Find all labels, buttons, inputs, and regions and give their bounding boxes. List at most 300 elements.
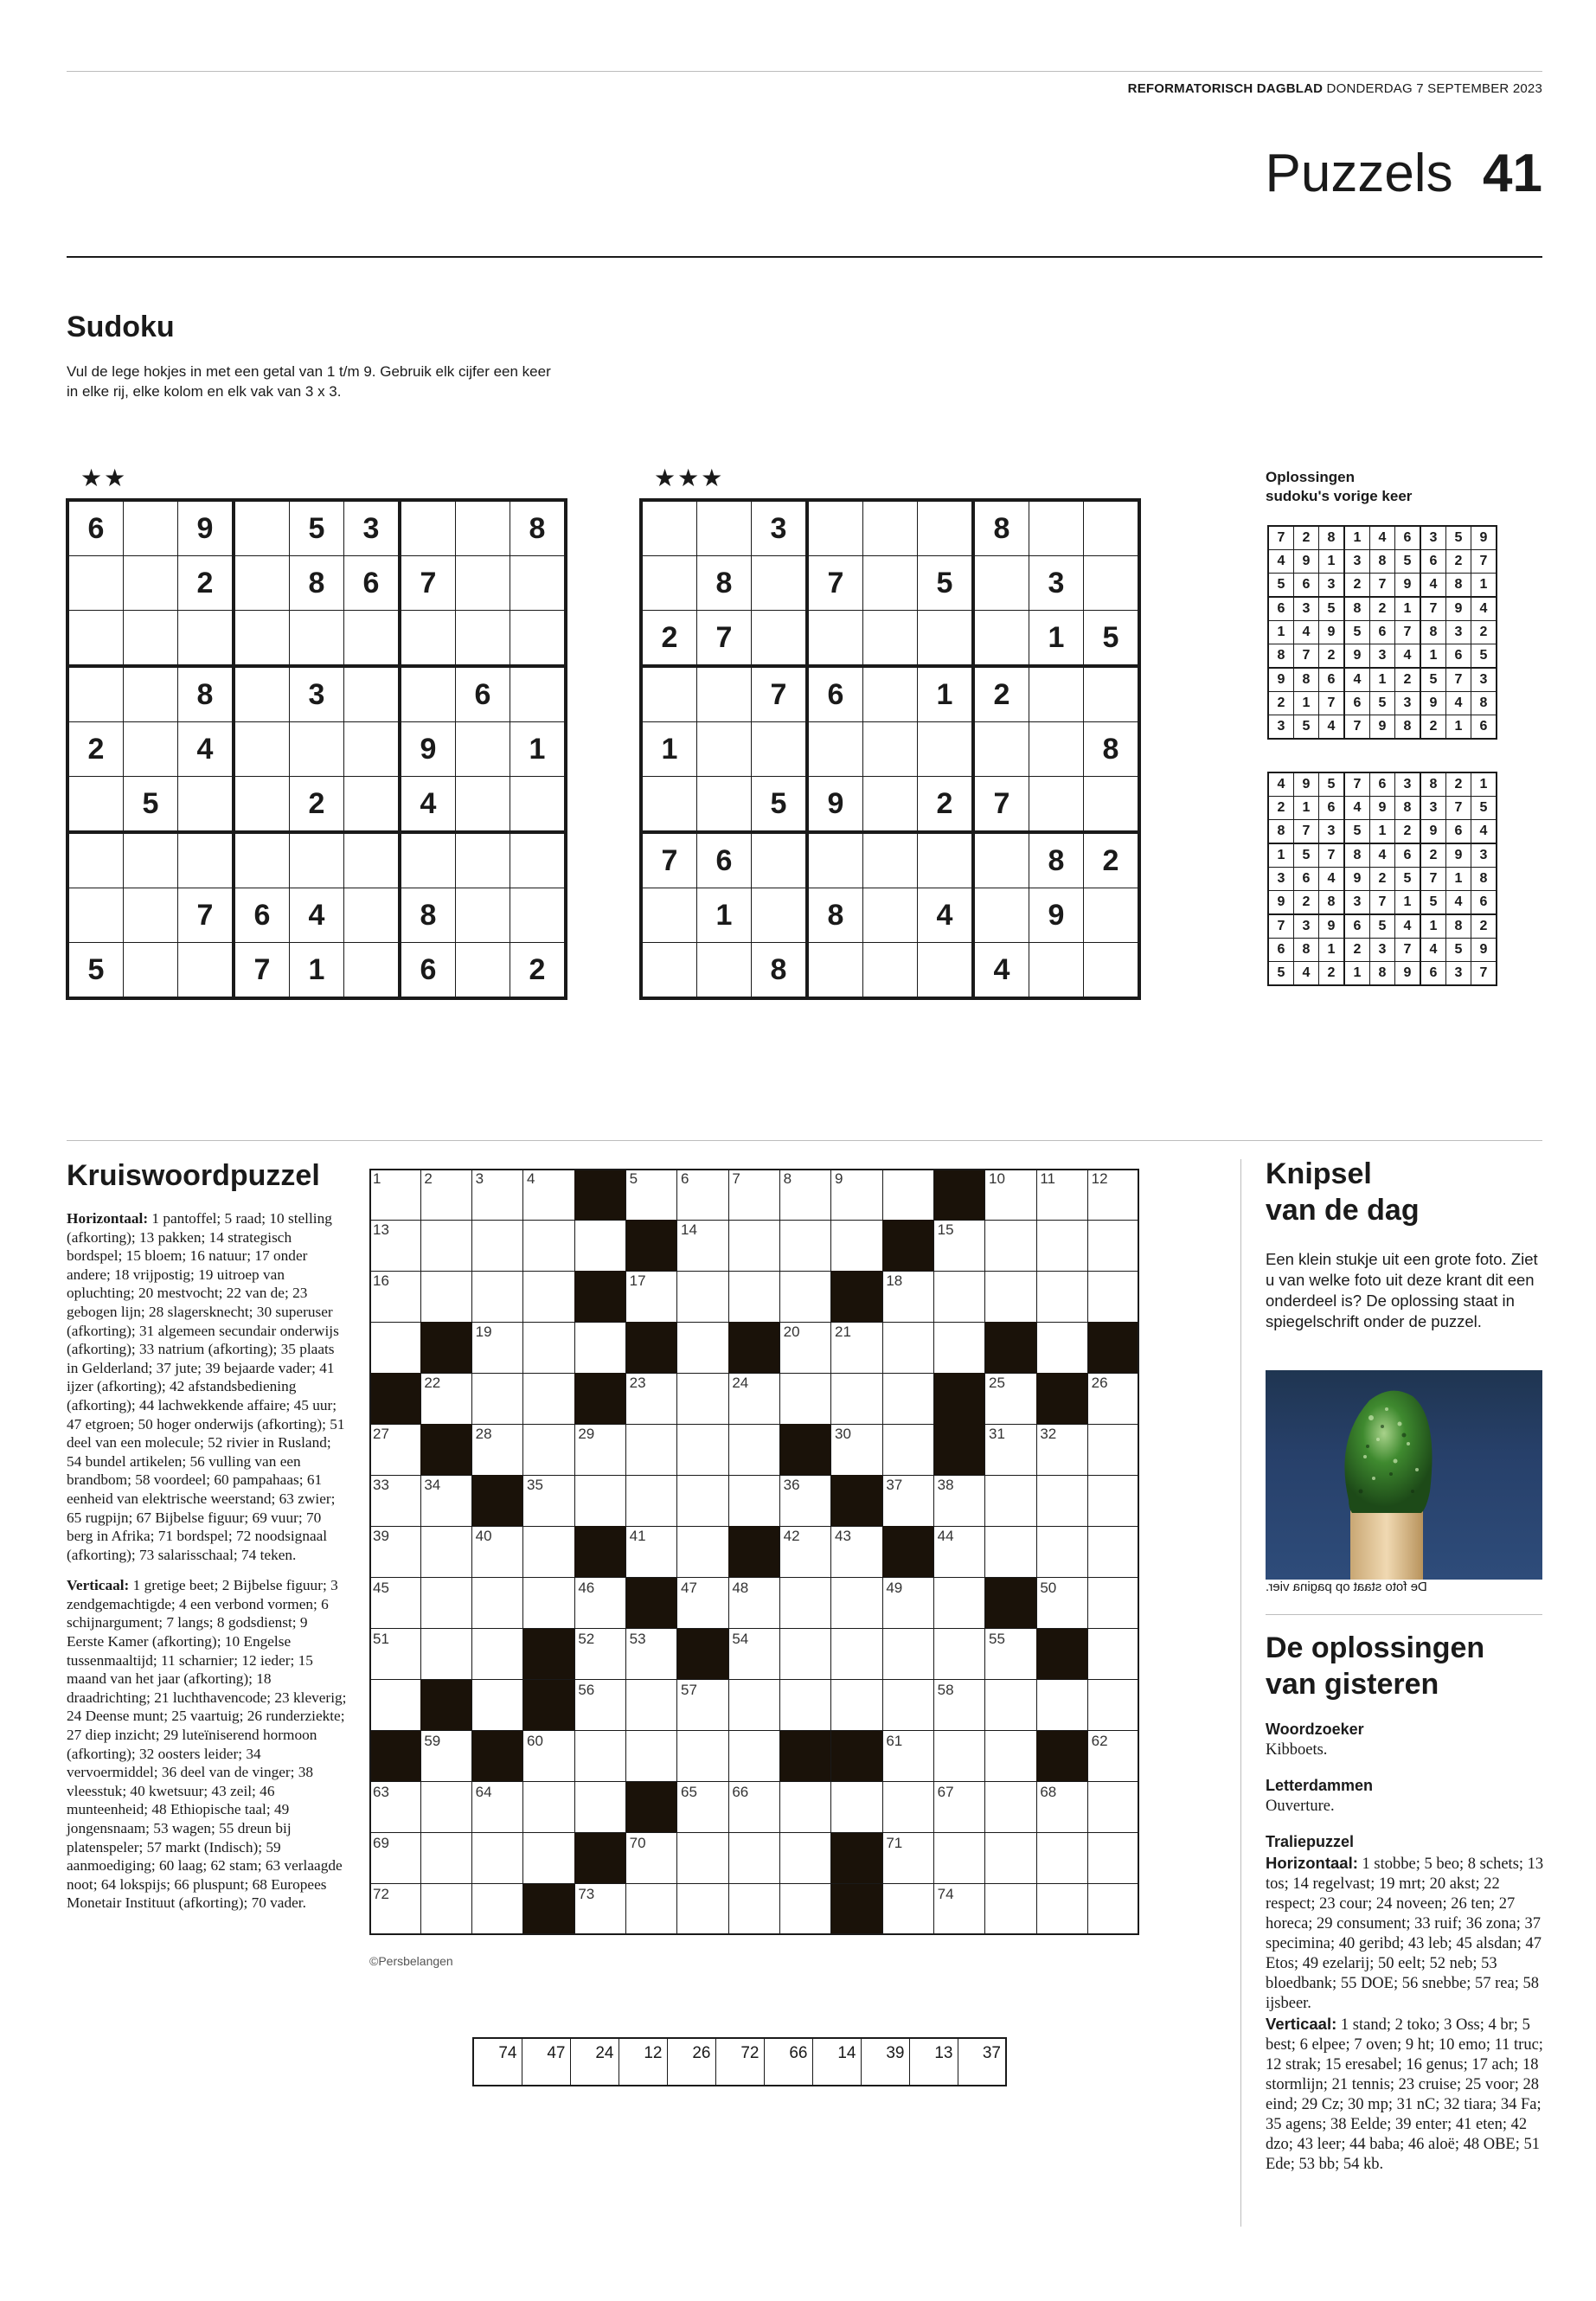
sudoku-cell [124, 722, 178, 777]
crossword-cell[interactable] [728, 1373, 780, 1425]
crossword-cell[interactable] [1036, 1220, 1088, 1272]
crossword-cell[interactable] [472, 1578, 524, 1630]
sudoku-cell [124, 832, 178, 888]
solution-cell: 6 [1446, 644, 1471, 669]
crossword-cell[interactable] [831, 1169, 883, 1221]
crossword-cell[interactable] [677, 1169, 729, 1221]
sudoku-cell [124, 611, 178, 667]
crossword-clue-number: 44 [937, 1528, 954, 1545]
crossword-cell[interactable] [472, 1271, 524, 1323]
crossword-cell[interactable] [574, 1475, 626, 1527]
crossword-cell[interactable] [677, 1833, 729, 1885]
crossword-black-cell [574, 1271, 626, 1323]
crossword-cell[interactable] [626, 1833, 678, 1885]
sudoku-cell [641, 556, 697, 611]
answer-cell[interactable]: 72 [715, 2038, 764, 2086]
sudoku-cell [1029, 666, 1084, 722]
answer-cell[interactable]: 37 [958, 2038, 1006, 2086]
crossword-cell[interactable] [780, 1578, 832, 1630]
crossword-black-cell [420, 1322, 472, 1374]
crossword-black-cell [523, 1884, 575, 1936]
crossword-cell[interactable] [1088, 1220, 1140, 1272]
crossword-cell[interactable] [626, 1680, 678, 1732]
crossword-cell[interactable] [985, 1475, 1037, 1527]
crossword-cell[interactable] [1088, 1373, 1140, 1425]
solution-cell: 9 [1294, 772, 1319, 797]
crossword-cell[interactable] [1088, 1731, 1140, 1783]
crossword-cell[interactable] [1036, 1526, 1088, 1578]
crossword-cell[interactable] [780, 1680, 832, 1732]
crossword-cell[interactable] [523, 1731, 575, 1783]
sudoku-grid-1 [66, 498, 567, 1000]
crossword-cell[interactable] [626, 1526, 678, 1578]
solution-cell: 9 [1268, 668, 1294, 692]
crossword-cell[interactable] [523, 1271, 575, 1323]
answer-cell[interactable]: 74 [473, 2038, 522, 2086]
crossword-cell[interactable] [882, 1424, 934, 1476]
crossword-clue-number: 24 [732, 1375, 749, 1392]
crossword-cell[interactable] [626, 1629, 678, 1681]
crossword-clue-number: 15 [937, 1221, 954, 1239]
crossword-cell[interactable] [420, 1782, 472, 1834]
crossword-cell[interactable] [1036, 1475, 1088, 1527]
sudoku-cell-row [67, 556, 566, 611]
sudoku-cell-row [641, 888, 1139, 943]
crossword-cell[interactable] [780, 1526, 832, 1578]
crossword-cell[interactable] [574, 1578, 626, 1630]
crossword-cell[interactable] [1036, 1169, 1088, 1221]
crossword-cell[interactable] [369, 1424, 421, 1476]
crossword-cell[interactable] [1088, 1578, 1140, 1630]
crossword-cell[interactable] [882, 1884, 934, 1936]
crossword-black-cell [728, 1322, 780, 1374]
crossword-cell[interactable] [1036, 1833, 1088, 1885]
crossword-cell[interactable] [985, 1884, 1037, 1936]
crossword-cell[interactable] [677, 1782, 729, 1834]
sudoku-cell: 6 [697, 832, 752, 888]
crossword-cell[interactable] [831, 1782, 883, 1834]
crossword-cell[interactable] [369, 1629, 421, 1681]
crossword-cell[interactable] [728, 1629, 780, 1681]
crossword-cell[interactable] [626, 1373, 678, 1425]
crossword-cell[interactable] [574, 1680, 626, 1732]
crossword-cell[interactable] [780, 1833, 832, 1885]
crossword-cell[interactable] [728, 1475, 780, 1527]
crossword-cell[interactable] [1088, 1424, 1140, 1476]
crossword-black-cell [1036, 1731, 1088, 1783]
crossword-cell[interactable] [831, 1629, 883, 1681]
crossword-cell[interactable] [677, 1680, 729, 1732]
crossword-cell[interactable] [1036, 1680, 1088, 1732]
crossword-black-cell [574, 1833, 626, 1885]
sudoku-cell [863, 556, 918, 611]
crossword-cell[interactable] [523, 1169, 575, 1221]
sudoku-cell [510, 666, 567, 722]
crossword-cell[interactable] [780, 1475, 832, 1527]
crossword-cell[interactable] [934, 1526, 986, 1578]
crossword-cell[interactable] [626, 1475, 678, 1527]
sudoku-cell [1029, 500, 1084, 556]
crossword-cell[interactable] [420, 1629, 472, 1681]
crossword-cell[interactable] [934, 1680, 986, 1732]
crossword-cell[interactable] [882, 1680, 934, 1732]
crossword-cell[interactable] [934, 1220, 986, 1272]
crossword-cell[interactable] [523, 1220, 575, 1272]
crossword-cell[interactable] [523, 1475, 575, 1527]
crossword-cell[interactable] [728, 1271, 780, 1323]
solution-cell: 5 [1294, 843, 1319, 868]
crossword-cell[interactable] [369, 1782, 421, 1834]
crossword-cell[interactable] [626, 1884, 678, 1936]
crossword-black-cell [934, 1373, 986, 1425]
solution-cell: 6 [1471, 715, 1497, 740]
crossword-cell[interactable] [677, 1220, 729, 1272]
crossword-cell[interactable] [1088, 1271, 1140, 1323]
solution-cell: 7 [1420, 597, 1446, 621]
solution-cell: 6 [1268, 939, 1294, 962]
crossword-clue-number: 19 [475, 1324, 492, 1341]
crossword-cell[interactable] [728, 1169, 780, 1221]
crossword-cell[interactable] [472, 1884, 524, 1936]
crossword-cell[interactable] [574, 1782, 626, 1834]
sudoku-cell: 8 [178, 666, 234, 722]
sudoku-cell: 9 [807, 777, 863, 833]
crossword-cell[interactable] [420, 1475, 472, 1527]
crossword-clue-number: 25 [989, 1375, 1005, 1392]
crossword-cell[interactable] [523, 1578, 575, 1630]
crossword-cell[interactable] [1088, 1782, 1140, 1834]
solution-cell: 2 [1471, 914, 1497, 939]
crossword-cell[interactable] [780, 1220, 832, 1272]
crossword-cell[interactable] [728, 1884, 780, 1936]
crossword-clue-number: 21 [835, 1324, 851, 1341]
solution-cell: 6 [1294, 574, 1319, 598]
crossword-cell[interactable] [882, 1475, 934, 1527]
sudoku-cell [697, 722, 752, 777]
sudoku-cell: 2 [918, 777, 974, 833]
crossword-cell[interactable] [882, 1629, 934, 1681]
crossword-cell[interactable] [882, 1169, 934, 1221]
solution-cell: 7 [1420, 868, 1446, 891]
crossword-cell[interactable] [1088, 1475, 1140, 1527]
solution-cell: 3 [1370, 939, 1395, 962]
sudoku-cell: 4 [290, 888, 344, 943]
crossword-cell[interactable] [882, 1782, 934, 1834]
crossword-cell[interactable] [882, 1373, 934, 1425]
crossword-cell[interactable] [831, 1322, 883, 1374]
answer-cell[interactable]: 39 [861, 2038, 909, 2086]
crossword-clue-number: 33 [373, 1477, 389, 1494]
crossword-cell[interactable] [1036, 1424, 1088, 1476]
crossword-cell[interactable] [677, 1373, 729, 1425]
crossword-cell[interactable] [934, 1782, 986, 1834]
crossword-cell[interactable] [472, 1680, 524, 1732]
crossword-cell[interactable] [369, 1220, 421, 1272]
crossword-cell[interactable] [574, 1884, 626, 1936]
crossword-cell[interactable] [934, 1475, 986, 1527]
crossword-cell[interactable] [677, 1424, 729, 1476]
crossword-cell[interactable] [472, 1169, 524, 1221]
crossword-cell[interactable] [780, 1322, 832, 1374]
crossword-cell[interactable] [728, 1578, 780, 1630]
solution-cell: 3 [1294, 597, 1319, 621]
crossword-cell[interactable] [677, 1884, 729, 1936]
crossword-cell[interactable] [626, 1271, 678, 1323]
crossword-cell[interactable] [985, 1680, 1037, 1732]
answer-cell[interactable]: 24 [570, 2038, 619, 2086]
solution-cell: 7 [1395, 621, 1421, 644]
crossword-cell[interactable] [728, 1833, 780, 1885]
sudoku-cell: 7 [752, 666, 808, 722]
crossword-clue-number: 17 [629, 1272, 646, 1290]
crossword-cell[interactable] [1088, 1884, 1140, 1936]
sudoku-cell [807, 611, 863, 667]
crossword-cell[interactable] [369, 1322, 421, 1374]
crossword-cell[interactable] [728, 1680, 780, 1732]
crossword-cell[interactable] [985, 1526, 1037, 1578]
crossword-cell[interactable] [369, 1884, 421, 1936]
crossword-cell[interactable] [420, 1578, 472, 1630]
crossword-cell[interactable] [574, 1424, 626, 1476]
crossword-cell[interactable] [420, 1373, 472, 1425]
crossword-cell[interactable] [831, 1373, 883, 1425]
crossword-cell[interactable] [369, 1833, 421, 1885]
solution-cell: 2 [1370, 868, 1395, 891]
crossword-cell[interactable] [677, 1322, 729, 1374]
crossword-cell[interactable] [985, 1629, 1037, 1681]
crossword-cell[interactable] [420, 1731, 472, 1783]
solution-cell: 8 [1471, 868, 1497, 891]
sudoku-cell [1029, 943, 1084, 999]
header-line [1128, 81, 1542, 96]
crossword-black-cell [780, 1424, 832, 1476]
crossword-cell[interactable] [985, 1424, 1037, 1476]
crossword-cell[interactable] [677, 1526, 729, 1578]
crossword-cell[interactable] [728, 1782, 780, 1834]
sudoku-cell-row [641, 611, 1139, 667]
crossword-cell[interactable] [882, 1322, 934, 1374]
crossword-cell[interactable] [369, 1680, 421, 1732]
crossword-black-cell [677, 1629, 729, 1681]
sudoku-cell: 8 [290, 556, 344, 611]
woordzoeker-label: Woordzoeker [1266, 1721, 1364, 1738]
sudoku-cell: 3 [344, 500, 401, 556]
crossword-cell[interactable] [626, 1169, 678, 1221]
answer-cell[interactable]: 14 [812, 2038, 861, 2086]
answer-cell[interactable]: 26 [667, 2038, 715, 2086]
answer-cell[interactable]: 66 [764, 2038, 812, 2086]
crossword-cell[interactable] [472, 1322, 524, 1374]
crossword-cell[interactable] [728, 1424, 780, 1476]
sudoku-cell: 8 [752, 943, 808, 999]
sudoku-cell [1084, 556, 1140, 611]
crossword-cell[interactable] [472, 1526, 524, 1578]
crossword-cell[interactable] [369, 1475, 421, 1527]
crossword-cell[interactable] [523, 1424, 575, 1476]
crossword-cell[interactable] [985, 1169, 1037, 1221]
crossword-cell[interactable] [934, 1322, 986, 1374]
crossword-cell[interactable] [472, 1629, 524, 1681]
sudoku-cell: 7 [807, 556, 863, 611]
crossword-cell[interactable] [523, 1833, 575, 1885]
solution-cell: 1 [1294, 797, 1319, 820]
crossword-cell[interactable] [985, 1373, 1037, 1425]
crossword-cell[interactable] [1036, 1271, 1088, 1323]
crossword-cell[interactable] [626, 1731, 678, 1783]
crossword-clue-number: 32 [1040, 1426, 1057, 1443]
crossword-cell[interactable] [1088, 1680, 1140, 1732]
crossword-cell[interactable] [420, 1884, 472, 1936]
crossword-cell[interactable] [780, 1884, 832, 1936]
crossword-cell[interactable] [882, 1271, 934, 1323]
crossword-cell[interactable] [934, 1884, 986, 1936]
crossword-black-cell [626, 1322, 678, 1374]
crossword-cell[interactable] [934, 1629, 986, 1681]
crossword-cell[interactable] [934, 1833, 986, 1885]
solution-cell: 5 [1446, 939, 1471, 962]
solution-cell: 6 [1319, 797, 1345, 820]
crossword-cell[interactable] [831, 1526, 883, 1578]
crossword-cell[interactable] [523, 1373, 575, 1425]
crossword-cell[interactable] [1088, 1526, 1140, 1578]
crossword-cell[interactable] [728, 1731, 780, 1783]
crossword-cell[interactable] [1088, 1833, 1140, 1885]
crossword-cell[interactable] [420, 1526, 472, 1578]
answer-cell[interactable]: 12 [619, 2038, 667, 2086]
answer-cell[interactable]: 47 [522, 2038, 570, 2086]
crossword-cell[interactable] [831, 1220, 883, 1272]
crossword-cell[interactable] [369, 1169, 421, 1221]
solution-cell: 3 [1268, 868, 1294, 891]
sudoku-cell-row [641, 943, 1139, 999]
solution-cell: 7 [1344, 715, 1370, 740]
answer-cell[interactable]: 13 [909, 2038, 958, 2086]
sudoku-cell [67, 611, 124, 667]
crossword-black-cell [472, 1731, 524, 1783]
sudoku-cell [290, 611, 344, 667]
crossword-cell[interactable] [472, 1424, 524, 1476]
top-rule [67, 71, 1542, 72]
crossword-cell[interactable] [882, 1731, 934, 1783]
crossword-cell[interactable] [1036, 1578, 1088, 1630]
sudoku-cell [641, 943, 697, 999]
crossword-cell[interactable] [677, 1475, 729, 1527]
crossword-cell[interactable] [420, 1169, 472, 1221]
crossword-cell[interactable] [985, 1220, 1037, 1272]
crossword-clue-number: 39 [373, 1528, 389, 1545]
crossword-cell[interactable] [369, 1271, 421, 1323]
solution-cell: 8 [1268, 820, 1294, 844]
crossword-cell[interactable] [369, 1578, 421, 1630]
sudoku-cell-row [67, 666, 566, 722]
crossword-cell[interactable] [472, 1373, 524, 1425]
crossword-cell[interactable] [1036, 1884, 1088, 1936]
crossword-cell[interactable] [882, 1578, 934, 1630]
crossword-cell[interactable] [574, 1731, 626, 1783]
crossword-cell[interactable] [523, 1322, 575, 1374]
solution-cell-row [1268, 621, 1497, 644]
issue-date: DONDERDAG 7 SEPTEMBER 2023 [1326, 81, 1542, 96]
crossword-cell[interactable] [831, 1578, 883, 1630]
crossword-cell[interactable] [523, 1782, 575, 1834]
crossword-cell[interactable] [574, 1322, 626, 1374]
crossword-cell[interactable] [934, 1271, 986, 1323]
crossword-cell[interactable] [574, 1220, 626, 1272]
sudoku-cell-row [641, 832, 1139, 888]
crossword-cell[interactable] [1088, 1169, 1140, 1221]
crossword-cell[interactable] [985, 1271, 1037, 1323]
crossword-clue-number: 74 [937, 1885, 954, 1902]
horizontal-clues [67, 1209, 347, 1564]
crossword-cell[interactable] [369, 1526, 421, 1578]
solution-cell: 8 [1446, 914, 1471, 939]
crossword-cell[interactable] [677, 1578, 729, 1630]
sudoku-cell: 5 [124, 777, 178, 833]
solution-cell: 5 [1319, 772, 1345, 797]
solution-cell-row [1268, 550, 1497, 574]
crossword-cell[interactable] [780, 1373, 832, 1425]
crossword-cell[interactable] [420, 1220, 472, 1272]
solution-cell: 9 [1446, 843, 1471, 868]
solution-cell: 4 [1294, 962, 1319, 986]
crossword-cell[interactable] [523, 1526, 575, 1578]
crossword-cell[interactable] [985, 1833, 1037, 1885]
solution-cell: 6 [1395, 526, 1421, 550]
crossword-cell[interactable] [1088, 1629, 1140, 1681]
crossword-cell[interactable] [420, 1271, 472, 1323]
crossword-cell[interactable] [728, 1220, 780, 1272]
crossword-cell[interactable] [420, 1833, 472, 1885]
solution-cell: 3 [1268, 715, 1294, 740]
crossword-cell[interactable] [985, 1782, 1037, 1834]
sudoku-cell: 9 [1029, 888, 1084, 943]
crossword-cell[interactable] [1036, 1322, 1088, 1374]
crossword-cell[interactable] [882, 1833, 934, 1885]
crossword-cell[interactable] [1036, 1782, 1088, 1834]
crossword-cell[interactable] [780, 1782, 832, 1834]
crossword-clue-number: 69 [373, 1834, 389, 1851]
crossword-cell[interactable] [985, 1731, 1037, 1783]
solution-cell: 1 [1395, 891, 1421, 915]
sudoku-cell [344, 888, 401, 943]
crossword-cell[interactable] [831, 1424, 883, 1476]
crossword-cell[interactable] [472, 1833, 524, 1885]
sudoku-cell [641, 666, 697, 722]
crossword-clue-number: 46 [578, 1579, 595, 1596]
crossword-cell[interactable] [780, 1169, 832, 1221]
crossword-cell[interactable] [677, 1731, 729, 1783]
solution-cell: 7 [1294, 644, 1319, 669]
crossword-cell[interactable] [934, 1578, 986, 1630]
crossword-cell[interactable] [472, 1220, 524, 1272]
crossword-cell[interactable] [934, 1731, 986, 1783]
solution-cell: 1 [1268, 843, 1294, 868]
crossword-cell[interactable] [626, 1424, 678, 1476]
sudoku-cell [863, 888, 918, 943]
crossword-cell[interactable] [677, 1271, 729, 1323]
difficulty-stars-2: ★★★ [654, 465, 725, 491]
crossword-cell[interactable] [780, 1629, 832, 1681]
crossword-cell[interactable] [831, 1680, 883, 1732]
crossword-cell[interactable] [574, 1629, 626, 1681]
solution-cell-row [1268, 891, 1497, 915]
solution-cell: 4 [1344, 797, 1370, 820]
crossword-cell[interactable] [472, 1782, 524, 1834]
solution-cell: 6 [1370, 621, 1395, 644]
solution-cell: 4 [1294, 621, 1319, 644]
crossword-cell[interactable] [780, 1271, 832, 1323]
sudoku-cell: 9 [178, 500, 234, 556]
